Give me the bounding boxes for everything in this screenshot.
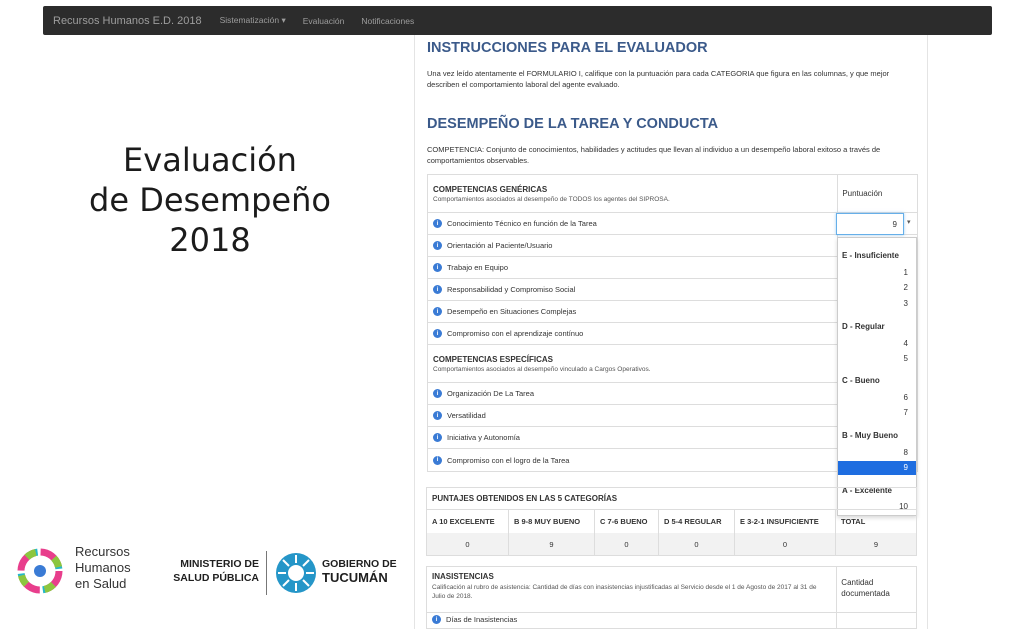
table-row: i Orientación al Paciente/Usuario <box>428 235 917 257</box>
puntajes-values-row: 0 9 0 0 0 9 <box>427 533 916 555</box>
info-icon[interactable]: i <box>433 411 442 420</box>
table-row: i Iniciativa y Autonomía <box>428 427 917 449</box>
recursos-humanos-logo-icon <box>14 545 66 597</box>
dropdown-option[interactable]: 3 <box>903 299 908 308</box>
puntuacion-header: Puntuación <box>837 175 917 212</box>
nav-sistematizacion[interactable]: Sistematización ▾ <box>219 15 286 25</box>
dropdown-option[interactable]: 5 <box>903 354 908 363</box>
info-icon[interactable]: i <box>433 329 442 338</box>
info-icon[interactable]: i <box>433 263 442 272</box>
navbar-brand[interactable]: Recursos Humanos E.D. 2018 <box>53 14 202 27</box>
promo-line-1: Evaluación <box>123 141 297 179</box>
footer-logos <box>14 543 414 601</box>
table-row: i Desempeño en Situaciones Complejas <box>428 301 917 323</box>
info-icon[interactable]: i <box>433 285 442 294</box>
especificas-title: COMPETENCIAS ESPECÍFICAS <box>433 354 554 364</box>
promo-line-3: 2018 <box>169 221 251 259</box>
recursos-humanos-text: Recursos Humanos en Salud <box>75 544 131 591</box>
especificas-subtitle: Comportamientos asociados al desempeño vinculado a Cargos Operativos. <box>433 365 651 373</box>
dropdown-option[interactable]: 1 <box>903 268 908 277</box>
dropdown-option[interactable]: 8 <box>903 448 908 457</box>
table-row: i Organización De La Tarea <box>428 383 917 405</box>
table-row: i Días de Inasistencias <box>427 613 916 629</box>
top-navbar <box>43 6 992 35</box>
chevron-down-icon[interactable]: ▾ <box>907 219 911 226</box>
dropdown-group: E - Insuficiente <box>842 251 899 260</box>
table-row: i Conocimiento Técnico en función de la Tarea <box>428 213 917 235</box>
desempeno-title: DESEMPEÑO DE LA TAREA Y CONDUCTA <box>427 116 719 132</box>
puntajes-header-row: A 10 EXCELENTE B 9-8 MUY BUENO C 7-6 BUENO D 5-4 REGULAR E 3-2-1 INSUFICIENTE TOTAL <box>427 510 916 533</box>
promo-line-2: de Desempeño <box>89 181 331 219</box>
puntajes-title: PUNTAJES OBTENIDOS EN LAS 5 CATEGORÍAS <box>427 488 916 510</box>
dropdown-option[interactable]: 4 <box>903 339 908 348</box>
dropdown-group: A - Excelente <box>842 486 892 495</box>
gobierno-sun-logo-icon <box>274 551 318 595</box>
table-row: i Trabajo en Equipo <box>428 257 917 279</box>
info-icon[interactable]: i <box>432 615 441 624</box>
dropdown-option[interactable]: 2 <box>903 283 908 292</box>
info-icon[interactable]: i <box>433 241 442 250</box>
info-icon[interactable]: i <box>433 219 442 228</box>
info-icon[interactable]: i <box>433 456 442 465</box>
inasistencias-text: Calificación al rubro de asistencia: Cantidad de días con inasistencias injustificadas al Servicio desde el 1 de Agosto de 2017 al 31 de Julio de 2018. <box>432 584 817 600</box>
genericas-header-row <box>428 175 917 213</box>
puntuacion-select[interactable]: 9 <box>836 213 904 235</box>
dropdown-option[interactable]: 7 <box>903 408 908 417</box>
dropdown-group: C - Bueno <box>842 376 880 385</box>
table-row: i Compromiso con el aprendizaje contínuo <box>428 323 917 345</box>
dropdown-option[interactable]: 10 <box>899 502 908 511</box>
info-icon[interactable]: i <box>433 389 442 398</box>
puntuacion-dropdown <box>837 237 917 516</box>
genericas-title: COMPETENCIAS GENÉRICAS <box>433 184 548 194</box>
promo-title <box>60 140 360 260</box>
dropdown-option-selected[interactable]: 9 <box>838 461 916 475</box>
table-row: i Versatilidad <box>428 405 917 427</box>
ministerio-text: MINISTERIO DE SALUD PÚBLICA <box>173 558 259 584</box>
info-icon[interactable]: i <box>433 307 442 316</box>
inasistencias-table <box>426 566 917 629</box>
instrucciones-title: INSTRUCCIONES PARA EL EVALUADOR <box>427 40 708 56</box>
instrucciones-text: Una vez leído atentamente el FORMULARIO I, califique con la puntuación para cada CATEGORIA que figura en las columnas, y que mejor describen el comportamiento laboral del agente evaluado. <box>427 69 890 89</box>
dropdown-option[interactable]: 6 <box>903 393 908 402</box>
puntajes-table <box>426 487 917 556</box>
nav-notificaciones[interactable]: Notificaciones <box>361 15 415 26</box>
info-icon[interactable]: i <box>433 433 442 442</box>
table-row: i Compromiso con el logro de la Tarea <box>428 449 917 471</box>
table-row: i Responsabilidad y Compromiso Social <box>428 279 917 301</box>
inasistencias-title: INASISTENCIAS <box>432 572 494 581</box>
cantidad-documentada-header: Cantidad documentada <box>836 567 916 612</box>
dropdown-group: D - Regular <box>842 322 885 331</box>
nav-evaluacion[interactable]: Evaluación <box>302 15 345 26</box>
logo-divider <box>266 551 267 595</box>
desempeno-text: COMPETENCIA: Conjunto de conocimientos, habilidades y actitudes que llevan al individuo a un desempeño laboral exitoso a través de comportamientos observables. <box>427 145 881 165</box>
gobierno-text: GOBIERNO DE TUCUMÁN <box>322 558 397 585</box>
dropdown-group: B - Muy Bueno <box>842 431 898 440</box>
genericas-subtitle: Comportamientos asociados al desempeño de TODOS los agentes del SIPROSA. <box>433 195 670 203</box>
